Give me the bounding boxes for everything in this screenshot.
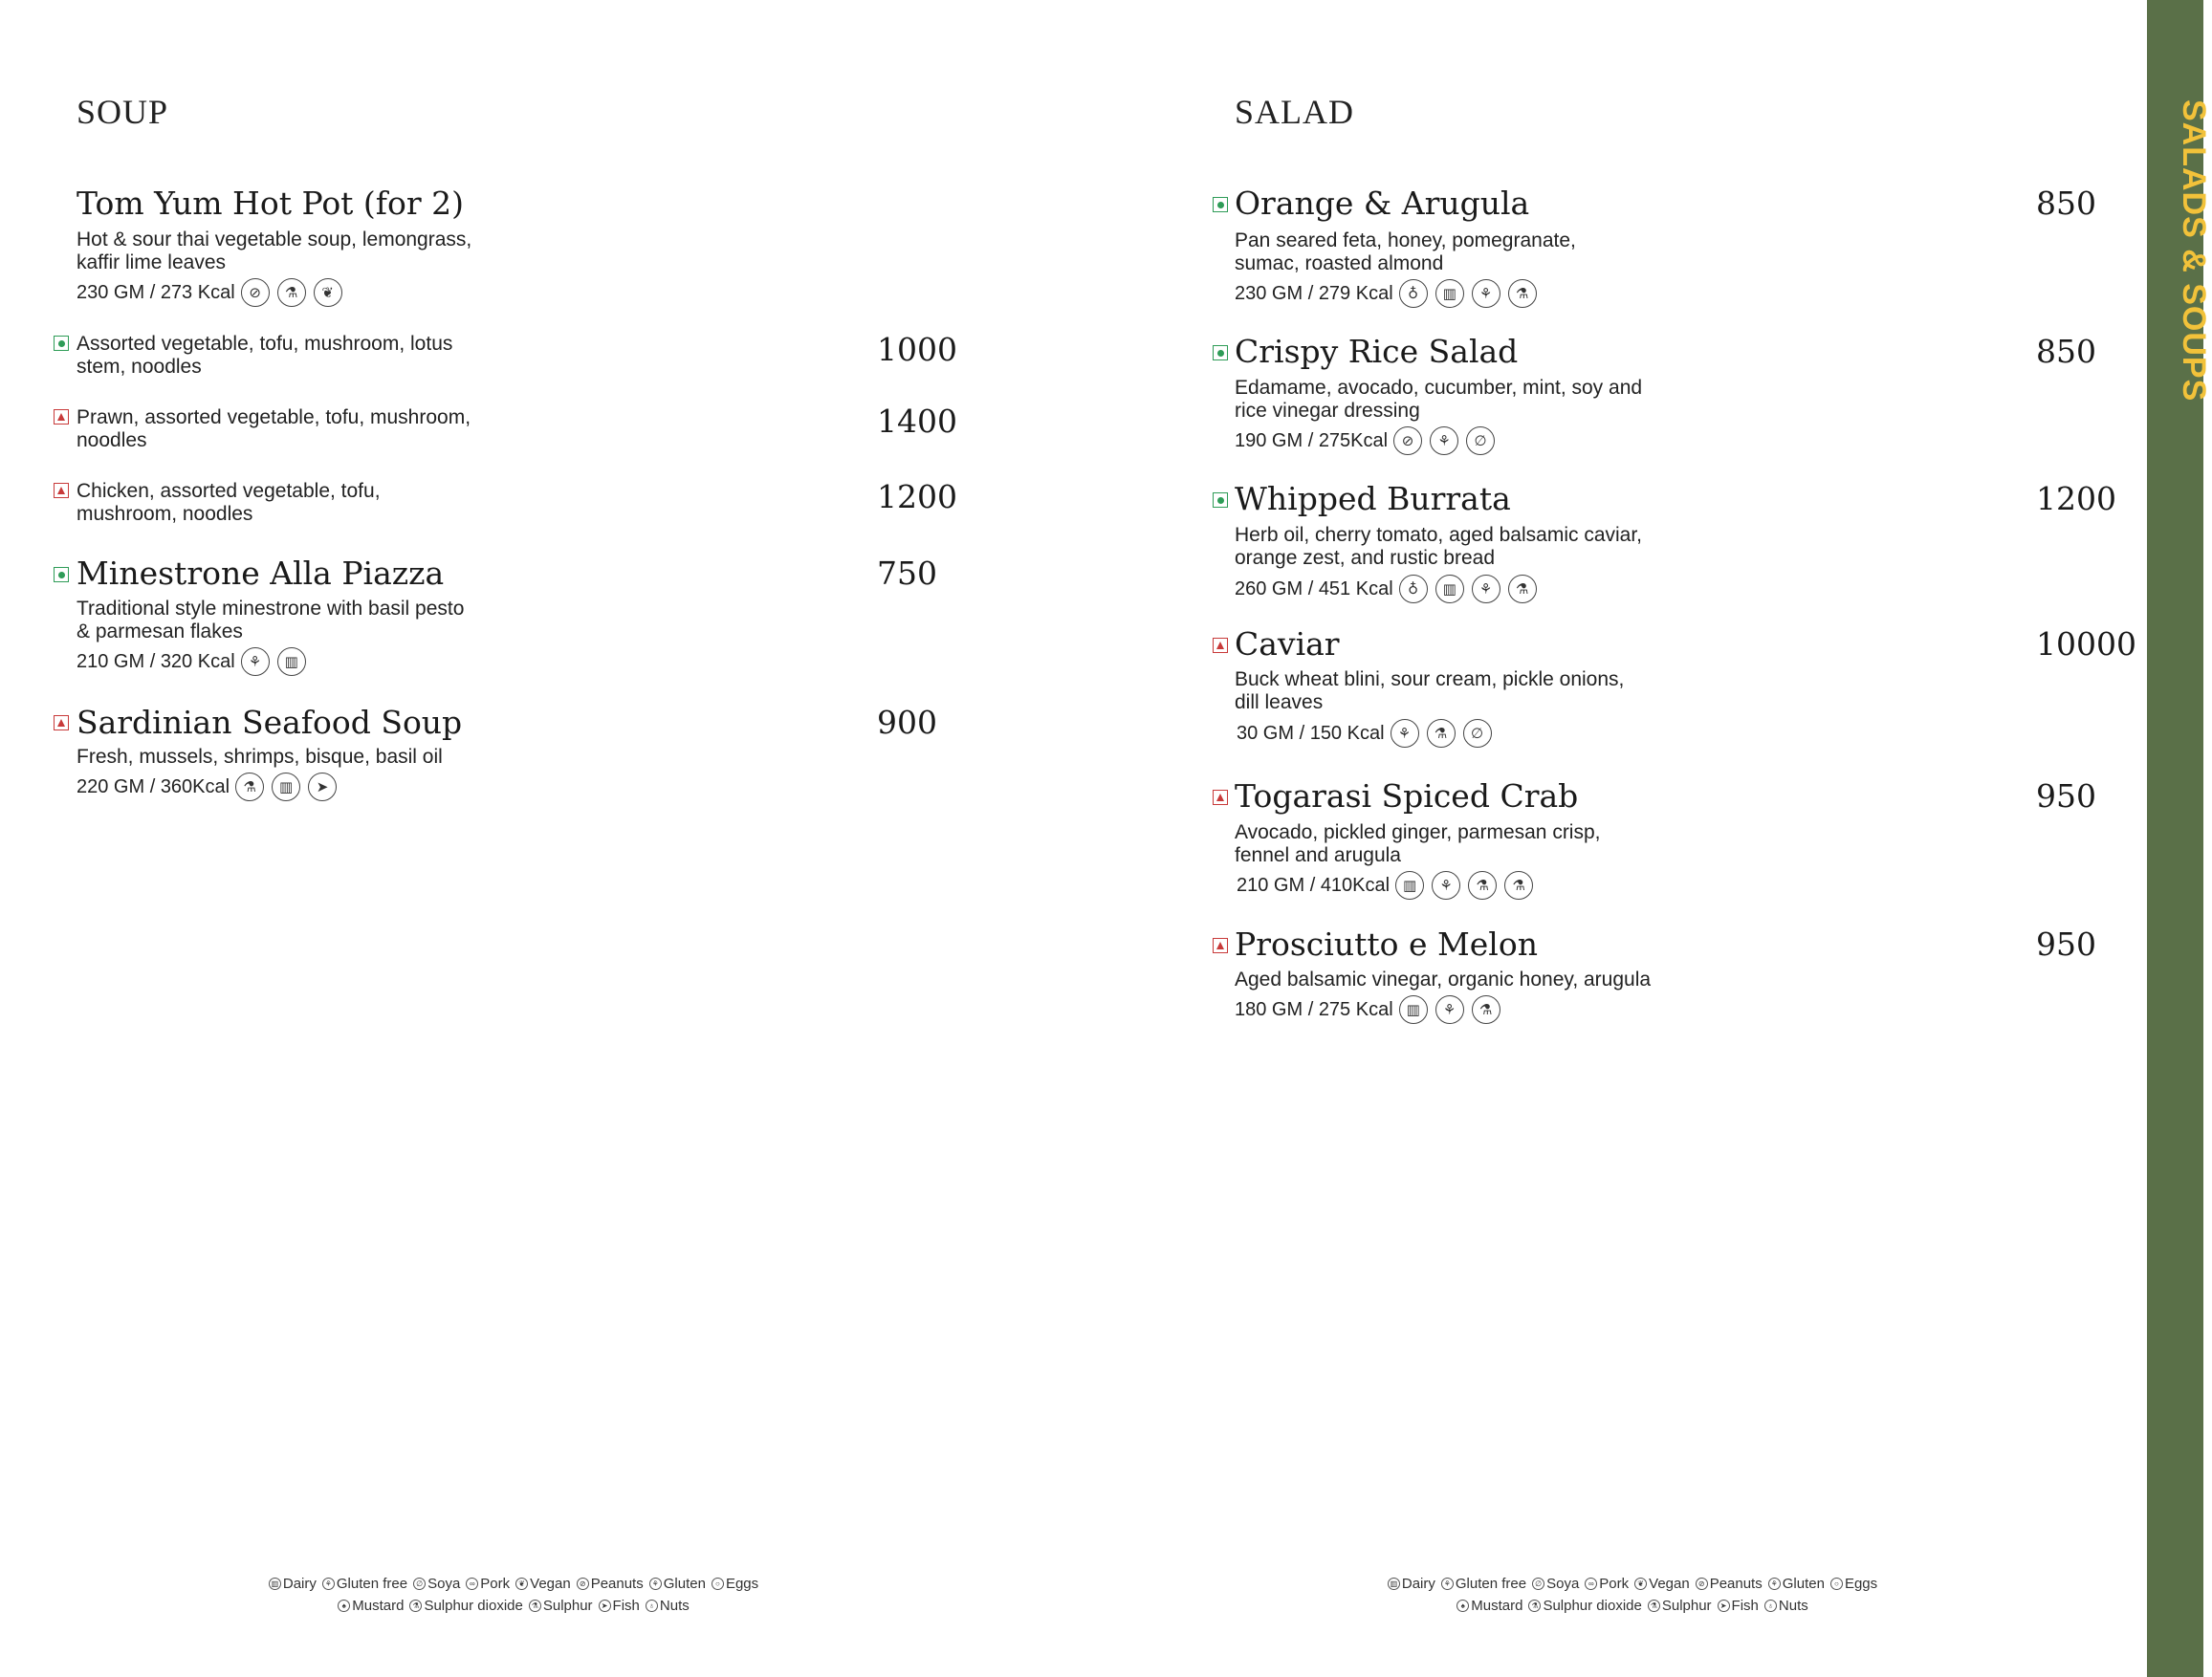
non-veg-badge-icon xyxy=(1213,638,1228,653)
dish-price: 850 xyxy=(2036,185,2096,222)
legend-item: ♁ Nuts xyxy=(646,1598,690,1614)
gluten-icon: ⚘ xyxy=(649,1578,662,1590)
sulphur-dioxide-icon: ⚗ xyxy=(1427,719,1456,748)
veg-badge-icon xyxy=(1213,197,1228,212)
sidebar-label: SALADS & SOUPS xyxy=(2176,99,2212,403)
soup-section-title: SOUP xyxy=(77,93,169,131)
peanuts-icon: ⊘ xyxy=(1393,426,1422,455)
pork-icon: ∞ xyxy=(1585,1578,1597,1590)
fish-icon: ➤ xyxy=(308,773,337,801)
dairy-icon: ▥ xyxy=(272,773,300,801)
dish-name-sardinian: Sardinian Seafood Soup xyxy=(77,704,463,741)
dish-name: Caviar xyxy=(1235,625,1340,663)
nuts-icon: ♁ xyxy=(1764,1600,1777,1612)
salad-section-title: SALAD xyxy=(1235,93,1355,131)
dish-name-minestrone: Minestrone Alla Piazza xyxy=(77,555,445,592)
non-veg-badge-icon xyxy=(54,409,69,425)
dish-meta: 210 GM / 320 Kcal ⚘ ▥ xyxy=(77,647,314,676)
dish-desc: Aged balsamic vinegar, organic honey, arugula xyxy=(1235,969,1652,991)
legend-item: ○ Eggs xyxy=(1830,1576,1877,1592)
dish-meta: 260 GM / 451 Kcal ♁ ▥ ⚘ ⚗ xyxy=(1235,575,1544,603)
legend-row-2 xyxy=(1339,1598,1932,1614)
peanuts-icon: ⊘ xyxy=(241,278,270,307)
veg-badge-icon xyxy=(1213,345,1228,360)
dish-name-tom-yum: Tom Yum Hot Pot (for 2) xyxy=(77,185,465,222)
mustard-icon: ♠ xyxy=(1456,1600,1469,1612)
legend-item: ⚗ Sulphur xyxy=(1648,1598,1712,1614)
sulphur-icon: ⚗ xyxy=(529,1600,541,1612)
legend-item: ∅ Soya xyxy=(413,1576,460,1592)
legend-item: ⊘ Peanuts xyxy=(577,1576,644,1592)
option-price: 1400 xyxy=(877,403,957,440)
gluten-free-icon: ⚘ xyxy=(1430,426,1458,455)
soya-icon: ∅ xyxy=(1532,1578,1544,1590)
sulphur-dioxide-icon: ⚗ xyxy=(1528,1600,1541,1612)
gluten-free-icon: ⚘ xyxy=(1472,279,1500,308)
legend-item: ➤ Fish xyxy=(1718,1598,1759,1614)
dish-desc: Herb oil, cherry tomato, aged balsamic caviar, orange zest, and rustic bread xyxy=(1235,524,1643,569)
option-desc: Chicken, assorted vegetable, tofu, mushroom, noodles xyxy=(77,480,381,525)
non-veg-badge-icon xyxy=(1213,938,1228,953)
dish-price: 850 xyxy=(2036,333,2096,370)
soya-icon: ∅ xyxy=(1463,719,1492,748)
dish-price: 10000 xyxy=(2036,625,2136,663)
dairy-icon: ▥ xyxy=(277,647,306,676)
dish-meta: 30 GM / 150 Kcal ⚘ ⚗ ∅ xyxy=(1237,719,1500,748)
legend-item: ❦ Vegan xyxy=(1634,1576,1690,1592)
dish-desc: Buck wheat blini, sour cream, pickle onions, dill leaves xyxy=(1235,668,1625,713)
dish-price: 950 xyxy=(2036,777,2096,815)
legend-item: ⚘ Gluten xyxy=(649,1576,706,1592)
peanuts-icon: ⊘ xyxy=(577,1578,589,1590)
dairy-icon: ▥ xyxy=(1395,871,1424,900)
gluten-icon: ⚘ xyxy=(1432,871,1460,900)
option-desc: Assorted vegetable, tofu, mushroom, lotus stem, noodles xyxy=(77,333,453,378)
gluten-free-icon: ⚘ xyxy=(1441,1578,1454,1590)
legend-item: ∅ Soya xyxy=(1532,1576,1579,1592)
legend-item: ∞ Pork xyxy=(466,1576,510,1592)
dish-name: Prosciutto e Melon xyxy=(1235,926,1538,963)
allergen-legend xyxy=(220,1576,813,1614)
non-veg-badge-icon xyxy=(1213,790,1228,805)
veg-badge-icon xyxy=(1213,492,1228,508)
sulphur-icon: ⚗ xyxy=(1648,1600,1660,1612)
dish-name: Togarasi Spiced Crab xyxy=(1235,777,1579,815)
dish-price: 750 xyxy=(877,555,937,592)
legend-item: ▥ Dairy xyxy=(1388,1576,1435,1592)
gluten-icon: ⚘ xyxy=(1472,575,1500,603)
dish-meta: 210 GM / 410Kcal ▥ ⚘ ⚗ ⚗ xyxy=(1237,871,1541,900)
legend-row-1 xyxy=(1339,1576,1932,1592)
dish-price: 1200 xyxy=(2036,480,2116,517)
legend-row-1 xyxy=(220,1576,813,1592)
sulphur-dioxide-icon: ⚗ xyxy=(409,1600,422,1612)
option-desc: Prawn, assorted vegetable, tofu, mushroom, noodles xyxy=(77,406,471,451)
legend-item: ⚗ Sulphur dioxide xyxy=(409,1598,522,1614)
legend-item: ⚘ Gluten free xyxy=(322,1576,407,1592)
dish-price: 900 xyxy=(877,704,937,741)
non-veg-badge-icon xyxy=(54,483,69,498)
option-price: 1000 xyxy=(877,331,957,368)
legend-item: ♁ Nuts xyxy=(1764,1598,1808,1614)
soya-icon: ∅ xyxy=(413,1578,426,1590)
sulphur-dioxide-icon: ⚗ xyxy=(1468,871,1497,900)
nuts-icon: ♁ xyxy=(1399,279,1428,308)
legend-row-2 xyxy=(220,1598,813,1614)
vegan-icon: ❦ xyxy=(1634,1578,1647,1590)
fish-icon: ➤ xyxy=(599,1600,611,1612)
dish-meta: 220 GM / 360Kcal ⚗ ▥ ➤ xyxy=(77,773,344,801)
veg-badge-icon xyxy=(54,336,69,351)
vegan-icon: ❦ xyxy=(314,278,342,307)
soya-icon: ∅ xyxy=(1466,426,1495,455)
sulphur-dioxide-icon: ⚗ xyxy=(277,278,306,307)
dairy-icon: ▥ xyxy=(269,1578,281,1590)
veg-badge-icon xyxy=(54,567,69,582)
legend-item: ➤ Fish xyxy=(599,1598,640,1614)
eggs-icon: ○ xyxy=(1830,1578,1843,1590)
dish-price: 950 xyxy=(2036,926,2096,963)
legend-item: ⚗ Sulphur xyxy=(529,1598,593,1614)
sulphur-dioxide-icon: ⚗ xyxy=(1508,575,1537,603)
sulphur-dioxide-icon: ⚗ xyxy=(1508,279,1537,308)
allergen-legend xyxy=(1339,1576,1932,1614)
dish-desc: Traditional style minestrone with basil pesto & parmesan flakes xyxy=(77,598,465,642)
sulphur-dioxide-icon: ⚗ xyxy=(1472,995,1500,1024)
dish-name: Orange & Arugula xyxy=(1235,185,1530,222)
nuts-icon: ♁ xyxy=(646,1600,658,1612)
dish-desc: Hot & sour thai vegetable soup, lemongrass, kaffir lime leaves xyxy=(77,229,472,273)
dish-meta: 230 GM / 273 Kcal ⊘ ⚗ ❦ xyxy=(77,278,350,307)
gluten-icon: ⚘ xyxy=(241,647,270,676)
non-veg-badge-icon xyxy=(54,715,69,730)
gluten-icon: ⚘ xyxy=(1768,1578,1781,1590)
dish-desc: Fresh, mussels, shrimps, bisque, basil oil xyxy=(77,746,443,768)
eggs-icon: ○ xyxy=(712,1578,724,1590)
gluten-icon: ⚘ xyxy=(1435,995,1464,1024)
legend-item: ⚘ Gluten xyxy=(1768,1576,1825,1592)
sulphur-dioxide-icon: ⚗ xyxy=(1504,871,1533,900)
gluten-icon: ⚘ xyxy=(1391,719,1419,748)
legend-item: ♠ Mustard xyxy=(338,1598,404,1614)
dish-meta: 230 GM / 279 Kcal ♁ ▥ ⚘ ⚗ xyxy=(1235,279,1544,308)
dish-desc: Edamame, avocado, cucumber, mint, soy and rice vinegar dressing xyxy=(1235,377,1643,422)
dish-meta: 180 GM / 275 Kcal ▥ ⚘ ⚗ xyxy=(1235,995,1508,1024)
legend-item: ▥ Dairy xyxy=(269,1576,317,1592)
dish-meta: 190 GM / 275Kcal ⊘ ⚘ ∅ xyxy=(1235,426,1502,455)
dairy-icon: ▥ xyxy=(1388,1578,1400,1590)
mustard-icon: ♠ xyxy=(338,1600,350,1612)
legend-item: ⚗ Sulphur dioxide xyxy=(1528,1598,1641,1614)
dish-name: Whipped Burrata xyxy=(1235,480,1511,517)
nuts-icon: ♁ xyxy=(1399,575,1428,603)
legend-item: ❦ Vegan xyxy=(515,1576,571,1592)
legend-item: ∞ Pork xyxy=(1585,1576,1629,1592)
dairy-icon: ▥ xyxy=(1435,279,1464,308)
dish-desc: Pan seared feta, honey, pomegranate, sumac, roasted almond xyxy=(1235,229,1576,274)
legend-item: ⚘ Gluten free xyxy=(1441,1576,1526,1592)
dish-name: Crispy Rice Salad xyxy=(1235,333,1519,370)
legend-item: ⊘ Peanuts xyxy=(1696,1576,1763,1592)
dairy-icon: ▥ xyxy=(1399,995,1428,1024)
gluten-free-icon: ⚘ xyxy=(322,1578,335,1590)
pork-icon: ∞ xyxy=(466,1578,478,1590)
legend-item: ○ Eggs xyxy=(712,1576,758,1592)
dish-desc: Avocado, pickled ginger, parmesan crisp, fennel and arugula xyxy=(1235,821,1601,866)
option-price: 1200 xyxy=(877,478,957,515)
dairy-icon: ▥ xyxy=(1435,575,1464,603)
peanuts-icon: ⊘ xyxy=(1696,1578,1708,1590)
fish-icon: ➤ xyxy=(1718,1600,1730,1612)
vegan-icon: ❦ xyxy=(515,1578,528,1590)
sulphur-dioxide-icon: ⚗ xyxy=(235,773,264,801)
legend-item: ♠ Mustard xyxy=(1456,1598,1522,1614)
